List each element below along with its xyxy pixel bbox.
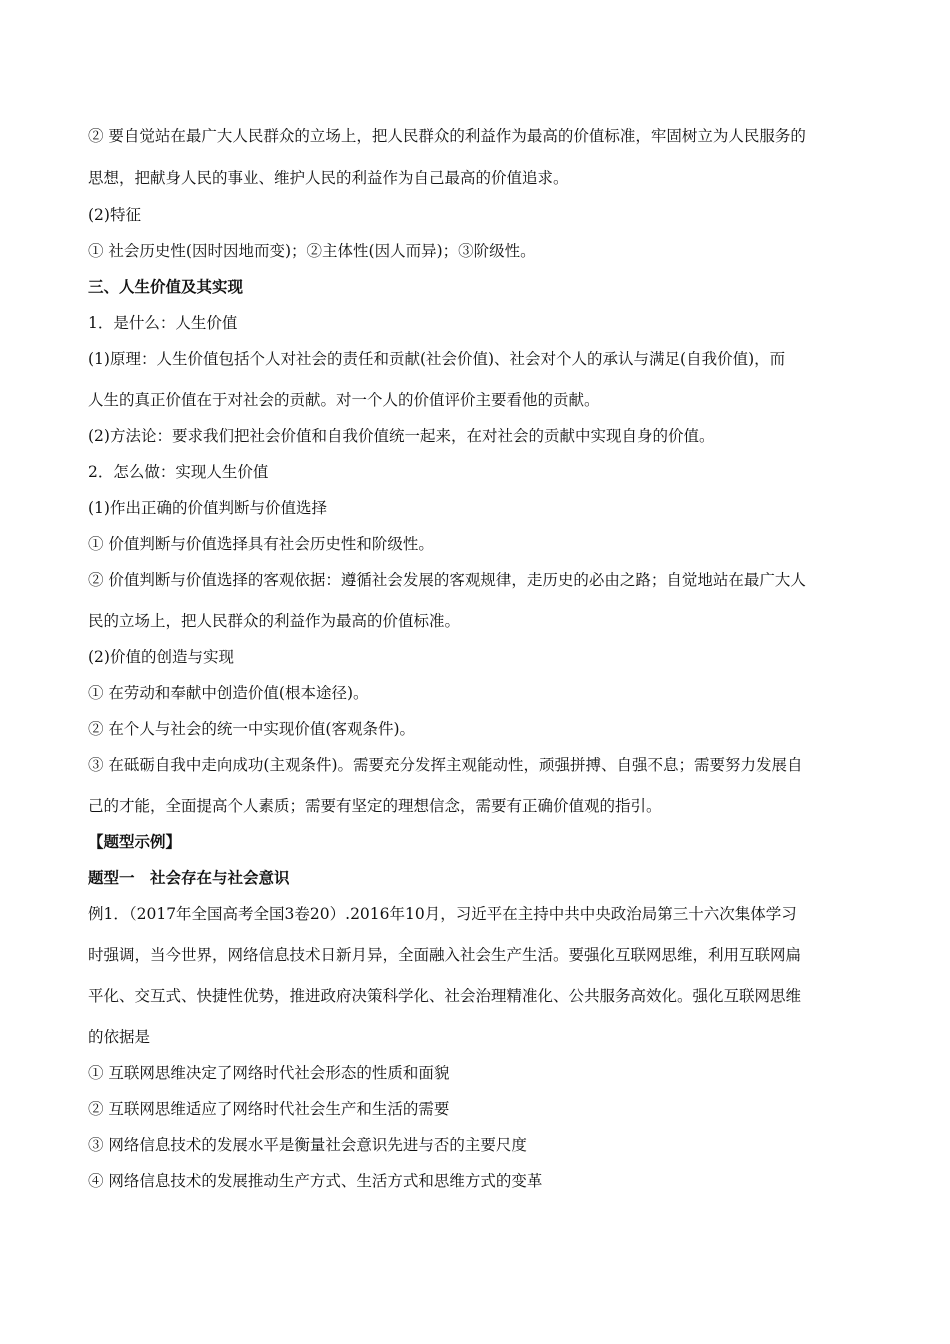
paragraph-line: 人生的真正价值在于对社会的贡献。对一个人的价值评价主要看他的贡献。: [88, 391, 600, 409]
subsection-heading: 2．怎么做：实现人生价值: [88, 463, 269, 481]
paragraph-line: ① 在劳动和奉献中创造价值(根本途径)。: [88, 684, 369, 702]
answer-option: ③ 网络信息技术的发展水平是衡量社会意识先进与否的主要尺度: [88, 1136, 527, 1154]
paragraph-line: ① 价值判断与价值选择具有社会历史性和阶级性。: [88, 535, 434, 553]
paragraph-line: 己的才能，全面提高个人素质；需要有坚定的理想信念，需要有正确价值观的指引。: [88, 797, 662, 815]
answer-option: ① 互联网思维决定了网络时代社会形态的性质和面貌: [88, 1064, 450, 1082]
paragraph-line: ② 要自觉站在最广大人民群众的立场上，把人民群众的利益作为最高的价值标准，牢固树立为人民服务的: [88, 127, 806, 145]
paragraph-line: ① 社会历史性(因时因地而变)；②主体性(因人而异)；③阶级性。: [88, 242, 536, 260]
question-stem: 的依据是: [88, 1028, 151, 1046]
paragraph-line: (1)原理：人生价值包括个人对社会的责任和贡献(社会价值)、社会对个人的承认与满足(自我价值)，而: [88, 350, 786, 368]
paragraph-line: ② 价值判断与价值选择的客观依据：遵循社会发展的客观规律，走历史的必由之路；自觉地站在最广大人: [88, 571, 806, 589]
paragraph-line: 思想，把献身人民的事业、维护人民的利益作为自己最高的价值追求。: [88, 169, 569, 187]
section-heading: 三、人生价值及其实现: [88, 278, 244, 296]
answer-option: ② 互联网思维适应了网络时代社会生产和生活的需要: [88, 1100, 450, 1118]
question-stem: 例1．（2017年全国高考全国3卷20）.2016年10月，习近平在主持中共中央政治局第三十六次集体学习: [88, 905, 797, 923]
question-stem: 时强调，当今世界，网络信息技术日新月异，全面融入社会生产生活。要强化互联网思维，利用互联网扁: [88, 946, 802, 964]
subsection-heading: 1．是什么：人生价值: [88, 314, 238, 332]
question-type-heading: 题型一 社会存在与社会意识: [88, 869, 290, 887]
question-stem: 平化、交互式、快捷性优势，推进政府决策科学化、社会治理精准化、公共服务高效化。强化互联网思维: [88, 987, 802, 1005]
paragraph-line: ③ 在砥砺自我中走向成功(主观条件)。需要充分发挥主观能动性，顽强拼搏、自强不息；需要努力发展自: [88, 756, 803, 774]
paragraph-line: (2)方法论：要求我们把社会价值和自我价值统一起来，在对社会的贡献中实现自身的价值。: [88, 427, 715, 445]
paragraph-line: ② 在个人与社会的统一中实现价值(客观条件)。: [88, 720, 416, 738]
section-heading: 【题型示例】: [88, 833, 182, 851]
section-label: (1)作出正确的价值判断与价值选择: [88, 499, 327, 517]
answer-option: ④ 网络信息技术的发展推动生产方式、生活方式和思维方式的变革: [88, 1172, 543, 1190]
paragraph-line: 民的立场上，把人民群众的利益作为最高的价值标准。: [88, 612, 461, 630]
section-label: (2)特征: [88, 206, 141, 224]
section-label: (2)价值的创造与实现: [88, 648, 234, 666]
